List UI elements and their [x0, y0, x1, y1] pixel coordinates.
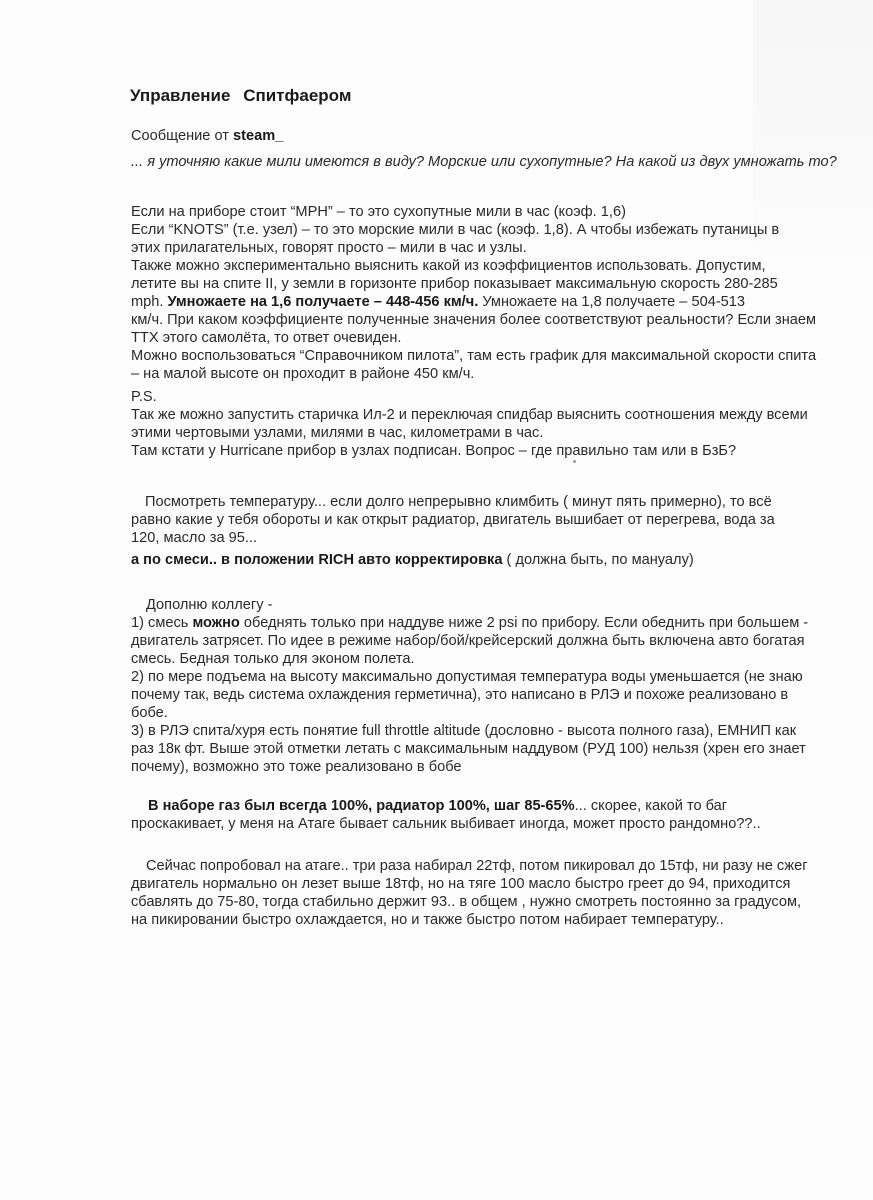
text-line: Посмотреть температуру... если долго непрерывно климбить ( минут пять примерно), то всё	[145, 494, 772, 510]
text-line: двигатель нормально он лезет выше 18тф, но на тяге 100 масло быстро греет до 94, приходится	[131, 876, 791, 892]
text-line: этими чертовыми узлами, милями в час, километрами в час.	[131, 425, 544, 441]
text-line: P.S.	[131, 389, 157, 405]
text-line: сбавлять до 75-80, тогда стабильно держит 93.. в общем , нужно смотреть постоянно за градусом,	[131, 894, 802, 910]
text-line	[131, 293, 816, 311]
scan-speck	[573, 460, 576, 463]
text-line: проскакивает, у меня на Атаге бывает сальник выбивает иногда, может просто рандомно??..	[131, 816, 761, 832]
paragraph-temperature	[131, 493, 775, 569]
text-line: Там кстати у Hurricane прибор в узлах подписан. Вопрос – где правильно там или в БзБ?	[131, 443, 737, 459]
text-line	[148, 797, 761, 815]
message-author: steam_	[233, 128, 284, 144]
text-line: на пикировании быстро охлаждается, но и также быстро потом набирает температуру..	[131, 912, 724, 928]
text-line	[131, 614, 808, 632]
text-line: 3) в РЛЭ спита/хуря есть понятие full throttle altitude (дословно - высота полного газа), ЕМНИП как	[131, 723, 797, 739]
text-segment: ... скорее, какой то баг	[574, 798, 728, 814]
text-line: Так же можно запустить старичка Ил-2 и переключая спидбар выяснить соотношения между всеми	[131, 407, 808, 423]
text-line: почему), возможно это тоже реализовано в бобе	[131, 759, 462, 775]
text-line: Можно воспользоваться “Справочником пилота”, там есть график для максимальной скорости спита	[131, 348, 817, 364]
bold-segment: В наборе газ был всегда 100%, радиатор 100%, шаг 85-65%	[148, 798, 575, 814]
text-line: ТТХ этого самолёта, то ответ очевиден.	[131, 330, 402, 346]
paragraph-ps	[131, 388, 808, 460]
text-line	[131, 551, 775, 569]
text-line: Если на приборе стоит “MPH” – то это сухопутные мили в час (коэф. 1,6)	[131, 204, 626, 220]
text-line: двигатель затрясет. По идее в режиме набор/бой/крейсерский должна быть включена авто богатая	[131, 633, 805, 649]
text-line: – на малой высоте он проходит в районе 450 км/ч.	[131, 366, 475, 382]
message-header	[131, 127, 283, 145]
text-line: смесь. Бедная только для эконом полета.	[131, 651, 415, 667]
text-segment: mph.	[131, 294, 168, 310]
text-segment: 1) смесь	[131, 615, 193, 631]
paragraph-coefficients	[131, 203, 816, 383]
text-line: равно какие у тебя обороты и как открыт радиатор, двигатель вышибает от перегрева, вода за	[131, 512, 775, 528]
text-line: этих прилагательных, говорят просто – мили в час и узлы.	[131, 240, 527, 256]
bold-segment: а по смеси.. в положении RICH авто корректировка	[131, 552, 503, 568]
paragraph-climb	[131, 797, 761, 833]
text-line: Дополню коллегу -	[146, 597, 273, 613]
quoted-question: ... я уточняю какие мили имеются в виду? Морские или сухопутные? На какой из двух умножать то?	[131, 154, 837, 170]
text-segment: обеднять только при наддуве ниже 2 psi по прибору. Если обеднить при большем -	[239, 615, 809, 631]
text-line: км/ч. При каком коэффициенте полученные значения более соответствуют реальности? Если знаем	[131, 312, 817, 328]
text-line: Сейчас попробовал на атаге.. три раза набирал 22тф, потом пикировал до 15тф, ни разу не сжег	[146, 858, 808, 874]
text-line: раз 18к фт. Выше этой отметки летать с максимальным наддувом (РУД 100) нельзя (хрен его знает	[131, 741, 806, 757]
bold-segment: можно	[192, 615, 240, 631]
text-line: почему так, ведь система охлаждения герметична), это написано в РЛЭ и похоже реализовано в	[131, 687, 789, 703]
text-line: Если “KNOTS” (т.е. узел) – то это морские мили в час (коэф. 1,8). А чтобы избежать путаницы в	[131, 222, 780, 238]
text-line: бобе.	[131, 705, 168, 721]
text-line: 2) по мере подъема на высоту максимально допустимая температура воды уменьшается (не знаю	[131, 669, 803, 685]
text-line: Также можно экспериментально выяснить какой из коэффициентов использовать. Допустим,	[131, 258, 766, 274]
paragraph-test	[131, 857, 808, 929]
text-line: летите вы на спите II, у земли в горизонте прибор показывает максимальную скорость 280-285	[131, 276, 778, 292]
text-line: 120, масло за 95...	[131, 530, 258, 546]
page-title: Управление Спитфаером	[130, 86, 352, 105]
bold-segment: Умножаете на 1,6 получаете – 448-456 км/ч.	[167, 294, 479, 310]
message-prefix: Сообщение от	[131, 128, 234, 144]
text-segment: ( должна быть, по мануалу)	[502, 552, 694, 568]
text-segment: Умножаете на 1,8 получаете – 504-513	[478, 294, 746, 310]
paragraph-addendum	[131, 596, 808, 776]
